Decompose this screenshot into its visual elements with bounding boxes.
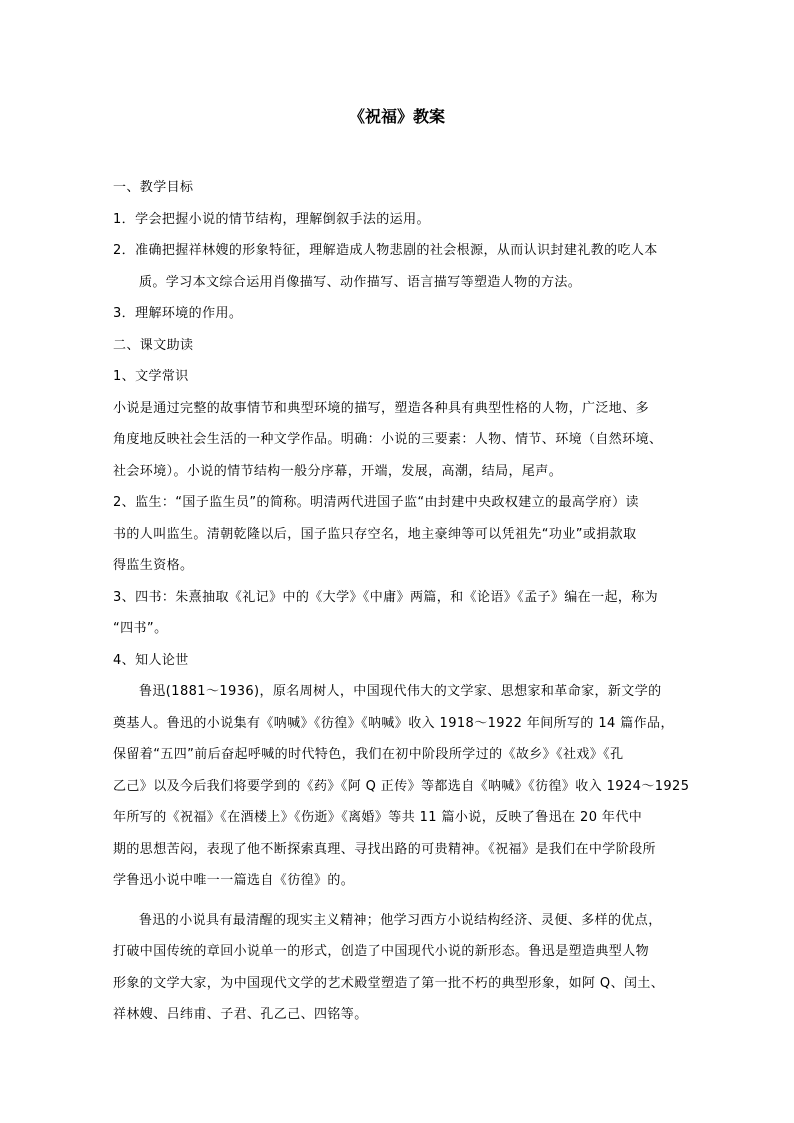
paragraph-line: 角度地反映社会生活的一种文学作品。明确：小说的三要素：人物、情节、环境（自然环境、 bbox=[113, 432, 663, 447]
document-body bbox=[113, 172, 690, 1031]
paragraph-line: 社会环境）。小说的情节结构一般分序幕，开端，发展，高潮，结局，尾声。 bbox=[113, 463, 563, 479]
document-title: 《祝福》教案 bbox=[348, 107, 445, 126]
paragraph-line: 书的人叫监生。清朝乾隆以后，国子监只存空名，地主豪绅等可以凭祖先“功业”或捐款取 bbox=[113, 526, 637, 542]
paragraph-line: 乙己》以及今后我们将要学到的《药》《阿 Q 正传》等都选自《呐喊》《彷徨》收入 1924～1925 bbox=[113, 778, 690, 794]
paragraph-line: 鲁迅的小说具有最清醒的现实主义精神；他学习西方小说结构经济、灵便、多样的优点， bbox=[139, 912, 662, 928]
objective-item-continued: 质。学习本文综合运用肖像描写、动作描写、语言描写等塑造人物的方法。 bbox=[139, 274, 582, 290]
paragraph-line: 保留着“五四”前后奋起呼喊的时代特色，我们在初中阶段所学过的《故乡》《社戏》《孔 bbox=[113, 747, 624, 762]
subheading: 1、文学常识 bbox=[113, 369, 189, 384]
paragraph-line: 打破中国传统的章回小说单一的形式，创造了中国现代小说的新形态。鲁迅是塑造典型人物 bbox=[113, 944, 650, 959]
objective-item: 1．学会把握小说的情节结构，理解倒叙手法的运用。 bbox=[113, 211, 430, 227]
paragraph-line: 得监生资格。 bbox=[113, 558, 194, 573]
paragraph-line: 学鲁迅小说中唯一一篇选自《彷徨》的。 bbox=[113, 873, 355, 888]
paragraph-line: 2、监生：“国子监生员”的简称。明清两代进国子监“由封建中央政权建立的最高学府）读 bbox=[113, 495, 639, 510]
objective-item: 3．理解环境的作用。 bbox=[113, 306, 243, 321]
paragraph-line: 祥林嫂、吕纬甫、子君、孔乙己、四铭等。 bbox=[113, 1007, 368, 1022]
paragraph-line: 期的思想苦闷，表现了他不断探索真理、寻找出路的可贵精神。《祝福》是我们在中学阶段所 bbox=[113, 841, 656, 857]
paragraph-line: “四书”。 bbox=[113, 621, 168, 636]
objective-item: 2．准确把握祥林嫂的形象特征，理解造成人物悲剧的社会根源，从而认识封建礼教的吃人本 bbox=[113, 243, 658, 258]
section-heading-objectives: 一、教学目标 bbox=[113, 180, 194, 195]
paragraph-line: 3、四书：朱熹抽取《礼记》中的《大学》《中庸》两篇，和《论语》《孟子》编在一起，称为 bbox=[113, 589, 659, 605]
paragraph-spacer bbox=[113, 897, 683, 905]
section-heading-reading: 二、课文助读 bbox=[113, 337, 194, 353]
paragraph-line: 形象的文学大家，为中国现代文学的艺术殿堂塑造了第一批不朽的典型形象，如阿 Q、闰土、 bbox=[113, 975, 665, 991]
paragraph-line: 鲁迅(1881～1936)，原名周树人，中国现代伟大的文学家、思想家和革命家，新文学的 bbox=[139, 684, 662, 699]
paragraph-line: 年所写的《祝福》《在酒楼上》《伤逝》《离婚》等共 11 篇小说，反映了鲁迅在 20 年代中 bbox=[113, 810, 643, 825]
subheading: 4、知人论世 bbox=[113, 652, 189, 668]
paragraph-line: 奠基人。鲁迅的小说集有《呐喊》《彷徨》《呐喊》收入 1918～1922 年间所写的 14 篇作品， bbox=[113, 715, 674, 731]
paragraph-line: 小说是通过完整的故事情节和典型环境的描写，塑造各种具有典型性格的人物，广泛地、多 bbox=[113, 400, 650, 416]
